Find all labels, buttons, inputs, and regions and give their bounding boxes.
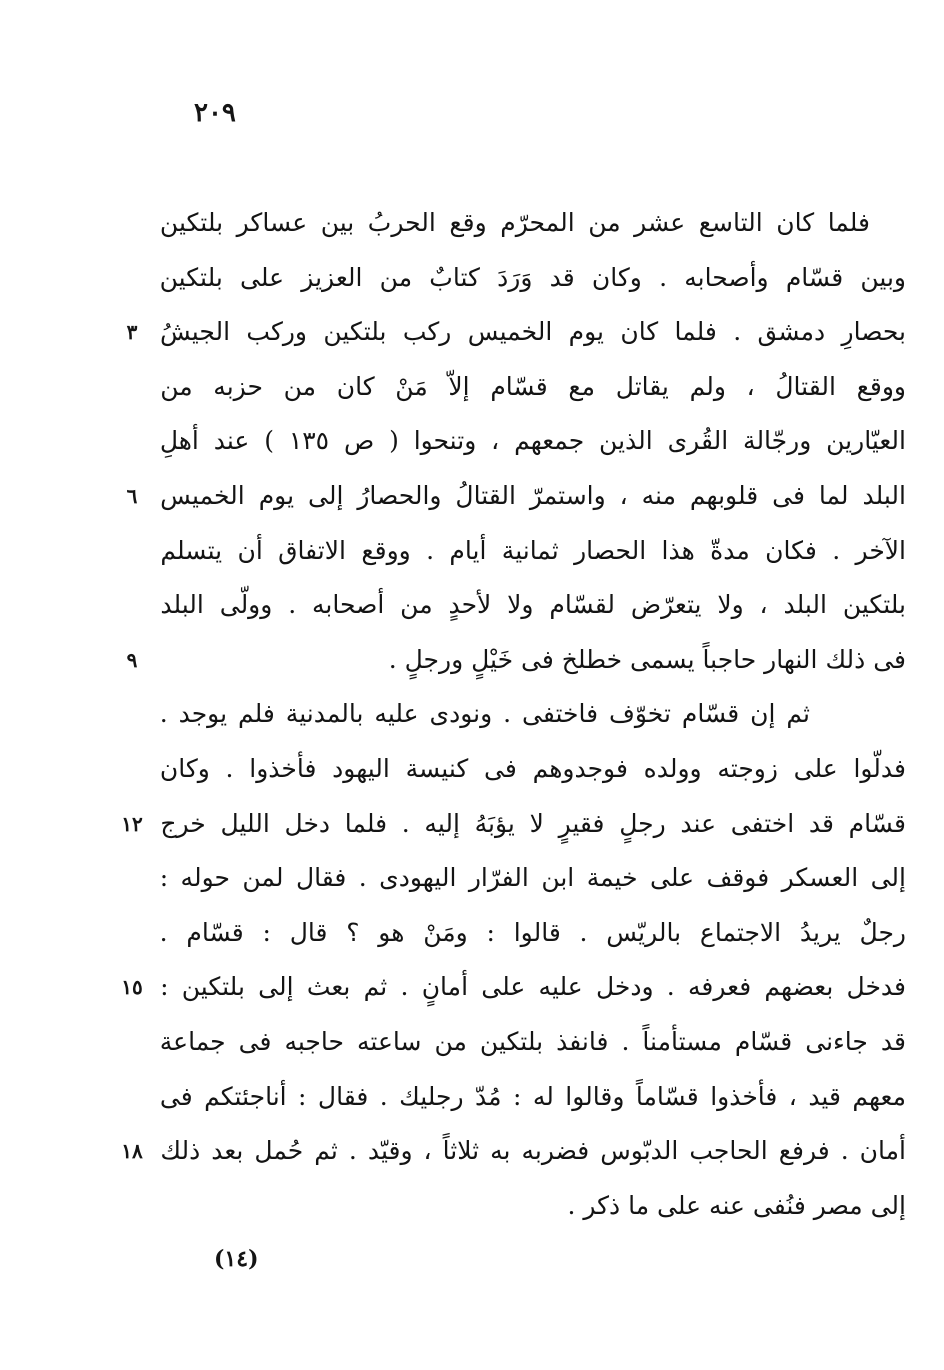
text-line — [160, 687, 906, 742]
line-text: إلى مصر فنُفى عنه على ما ذكر . — [567, 1190, 906, 1220]
line-text: البلد لما فى قلوبهم منه ، واستمرّ القتالُ والحصارُ إلى يوم الخميس — [160, 480, 906, 510]
text-line — [160, 578, 906, 633]
line-text: الآخر . فكان مدةّ هذا الحصار ثمانية أيام . ووقع الاتفاق أن يتسلم — [160, 535, 906, 565]
text-line — [160, 251, 906, 306]
text-line — [160, 196, 906, 251]
line-number: ١٢ — [121, 811, 143, 836]
line-text: إلى العسكر فوقف على خيمة ابن الفرّار اليهودى . فقال لمن حوله : — [159, 863, 906, 893]
text-line — [126, 469, 906, 524]
text-line — [160, 1179, 906, 1234]
text-line — [160, 906, 906, 961]
line-text: فلما كان التاسع عشر من المحرّم وقع الحربُ بين عساكر بلتكين — [159, 208, 870, 237]
text-line — [160, 414, 906, 469]
line-text: فى ذلك النهار حاجباً يسمى خطلخ فى خَيْلٍ ورجلٍ . — [388, 644, 906, 674]
line-text: قسّام قد اختفى عند رجلٍ فقيرٍ لا يؤبَهُ إليه . فلما دخل الليل خرج — [160, 808, 906, 838]
line-text: ثم إن قسّام تخوّف فاختفى . ونودى عليه بالمدنية فلم يوجد . — [159, 699, 810, 729]
line-text: العيّارين ورجّالة القُرى الذين جمعهم ، وتنحوا ( ص ١٣٥ ) عند أهلِ — [159, 426, 906, 456]
line-number: ٩ — [126, 647, 138, 672]
text-line — [160, 360, 906, 415]
line-number: ٦ — [126, 483, 138, 508]
line-text: فدخل بعضهم فعرفه . ودخل عليه على أمانٍ . ثم بعث إلى بلتكين : — [160, 972, 906, 1002]
line-text: بحصارِ دمشق . فلما كان يوم الخميس ركب بلتكين وركب الجيشُ — [159, 317, 906, 347]
text-line — [121, 960, 906, 1015]
text-line — [126, 633, 906, 688]
line-text: ووقع القتالُ ، ولم يقاتل مع قسّام إلاّ مَنْ كان من حزبه من — [160, 371, 906, 401]
line-text: فدلّوا على زوجته وولده فوجدوهم فى كنيسة اليهود فأخذوا . وكان — [159, 753, 906, 783]
line-text: وبين قسّام وأصحابه . وكان قد وَرَدَ كتابٌ من العزيز على بلتكين — [159, 262, 906, 292]
text-line — [160, 1015, 906, 1070]
line-text: قد جاءنى قسّام مستأمناً . فانفذ بلتكين من ساعته حاجبه فى جماعة — [159, 1026, 906, 1056]
page-number: ٢٠٩ — [194, 98, 236, 128]
line-text: بلتكين البلد ، ولا يتعرّض لقسّام ولا لأحدٍ من أصحابه . وولّى البلد — [160, 590, 906, 620]
text-line — [160, 524, 906, 579]
text-line — [160, 1070, 906, 1125]
line-text: أمان . فرفع الحاجب الدبّوس فضربه به ثلاثاً ، وقيّد . ثم حُمل بعد ذلك — [160, 1136, 906, 1166]
body-text — [121, 196, 906, 1233]
text-line — [126, 305, 906, 360]
line-number: ٣ — [126, 320, 138, 345]
text-line — [121, 1124, 906, 1179]
line-number: ١٨ — [121, 1139, 143, 1164]
text-line — [160, 851, 906, 906]
line-number: ١٥ — [121, 975, 143, 1000]
text-line — [160, 742, 906, 797]
line-text: رجلٌ يريدُ الاجتماع بالريّس . قالوا : ومَنْ هو ؟ قال : قسّام . — [159, 917, 906, 947]
text-line — [121, 797, 906, 852]
signature-mark: (١٤) — [214, 1246, 259, 1272]
line-text: معهم قيد ، فأخذوا قسّاماً وقالوا له : مُدّ رجليك . فقال : أناجئتكم فى — [159, 1081, 906, 1111]
